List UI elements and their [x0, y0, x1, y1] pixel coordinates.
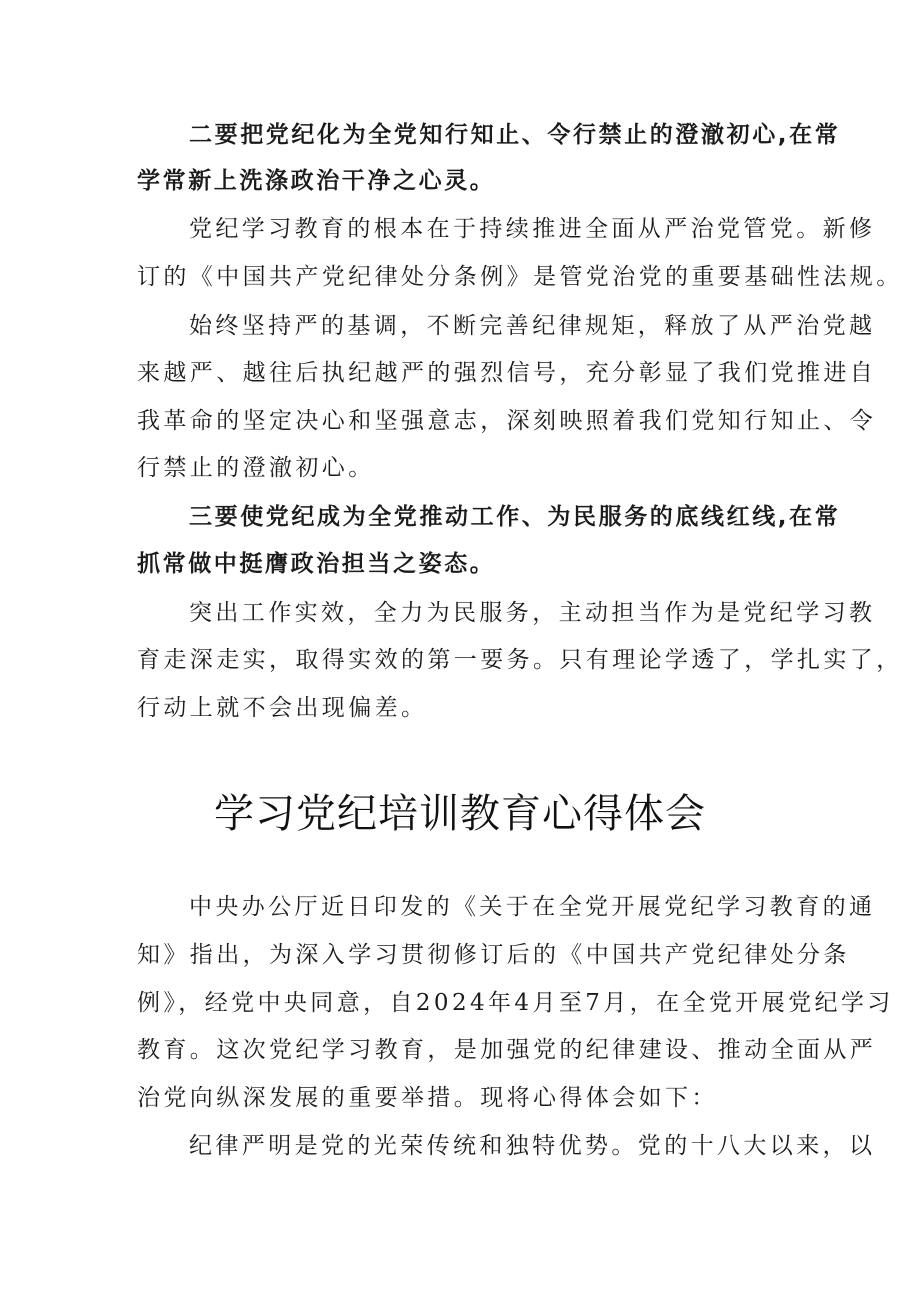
- body-text-line: 纪律严明是党的光荣传统和独特优势。党的十八大以来，以: [189, 1133, 876, 1159]
- body-text-line: 行禁止的澄澈初心。: [137, 455, 375, 481]
- body-text-line: 订的《中国共产党纪律处分条例》是管党治党的重要基础性法规。: [137, 264, 903, 290]
- section-heading-line: 抓常做中挺膺政治担当之姿态。: [137, 551, 496, 577]
- body-text-line: 行动上就不会出现偏差。: [137, 695, 428, 721]
- body-text-line: 来越严、越往后执纪越严的强烈信号，充分彰显了我们党推进自: [137, 360, 877, 386]
- body-text-line: 中央办公厅近日印发的《关于在全党开展党纪学习教育的通: [189, 894, 876, 920]
- body-text-line: 育走深走实，取得实效的第一要务。只有理论学透了，学扎实了，: [137, 647, 903, 673]
- article-title: 学习党纪培训教育心得体会: [214, 791, 706, 837]
- body-text-line: 突出工作实效，全力为民服务，主动担当作为是党纪学习教: [189, 600, 876, 626]
- section-heading-line: 三要使党纪成为全党推动工作、为民服务的底线红线,在常: [189, 504, 841, 530]
- section-heading-line: 学常新上洗涤政治干净之心灵。: [137, 168, 496, 194]
- body-text-line: 始终坚持严的基调，不断完善纪律规矩，释放了从严治党越: [189, 313, 876, 339]
- section-heading-line: 二要把党纪化为全党知行知止、令行禁止的澄澈初心,在常: [189, 122, 841, 148]
- body-text-line: 教育。这次党纪学习教育，是加强党的纪律建设、推动全面从严: [137, 1037, 877, 1063]
- body-text-line: 治党向纵深发展的重要举措。现将心得体会如下：: [137, 1085, 718, 1111]
- body-text-line: 我革命的坚定决心和坚强意志，深刻映照着我们党知行知止、令: [137, 408, 877, 434]
- body-text-line: 党纪学习教育的根本在于持续推进全面从严治党管党。新修: [189, 216, 876, 242]
- body-text-line: 知》指出，为深入学习贯彻修订后的《中国共产党纪律处分条: [137, 942, 850, 968]
- body-text-line: 例》，经党中央同意，自2024年4月至7月，在全党开展党纪学习: [137, 990, 894, 1016]
